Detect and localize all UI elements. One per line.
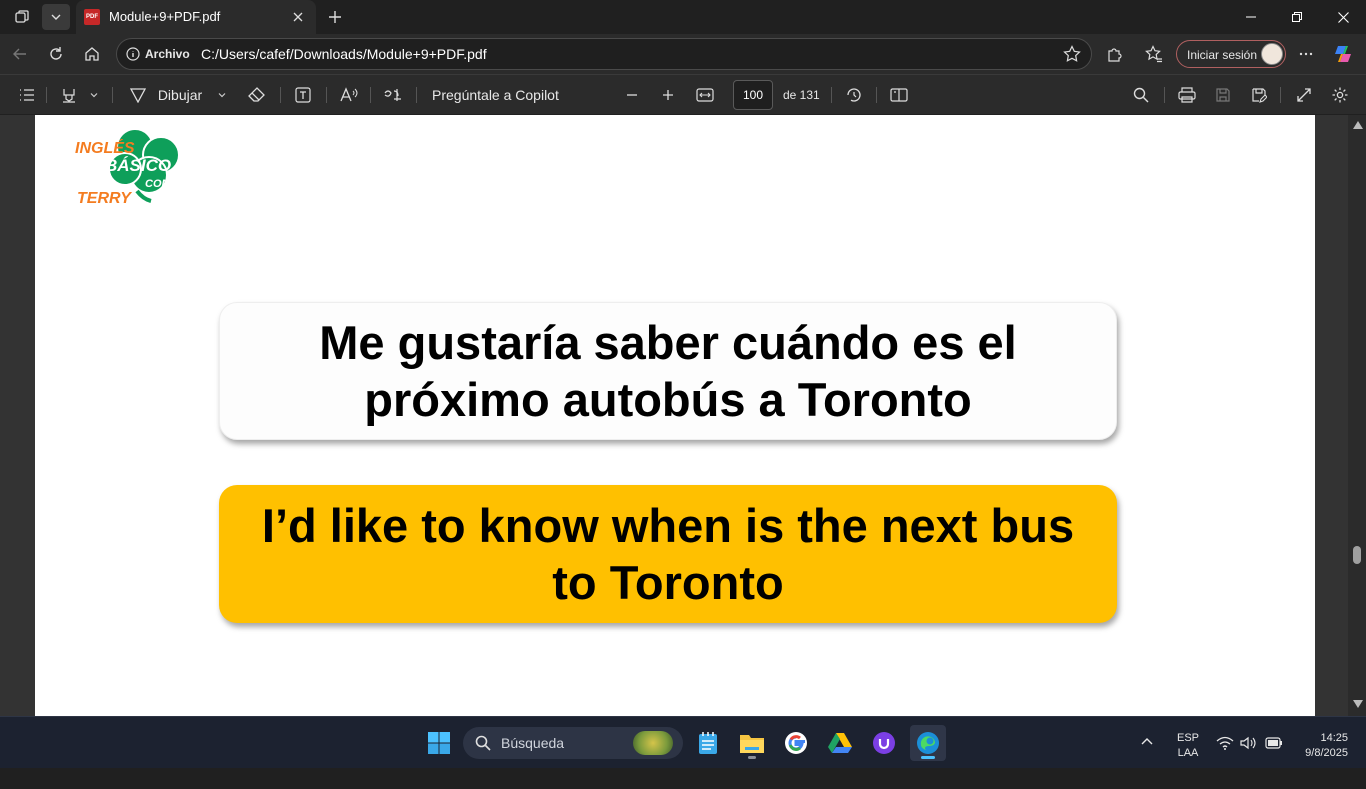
workspaces-icon [14,9,30,25]
more-icon [1298,46,1314,62]
taskbar-google-drive[interactable] [822,725,858,761]
divider [370,87,371,103]
english-phrase-card: I’d like to know when is the next bus to Toronto [219,485,1117,623]
taskbar-notepad[interactable] [690,725,726,761]
chevron-down-icon [89,90,99,100]
plus-icon [328,10,342,24]
home-button[interactable] [78,40,106,68]
search-highlight-image [633,731,673,755]
copilot-icon [1332,43,1354,65]
page-view-icon [890,87,908,103]
favorites-button[interactable] [1140,40,1168,68]
google-icon [784,731,808,755]
zoom-out-button[interactable] [622,84,642,106]
chevron-down-icon [50,11,62,23]
highlighter-icon [61,87,77,103]
highlight-button[interactable] [58,84,80,106]
windows-logo-icon [427,731,451,755]
volume-status[interactable] [1240,736,1256,788]
translate-button[interactable] [382,84,404,106]
print-button[interactable] [1176,84,1198,106]
scrollbar-thumb[interactable] [1353,546,1361,564]
gear-icon [1331,86,1349,104]
eraser-icon [248,87,266,103]
zoom-in-button[interactable] [658,84,678,106]
refresh-button[interactable] [42,40,70,68]
ask-copilot-button[interactable]: Pregúntale a Copilot [432,87,559,103]
divider [876,87,877,103]
rotate-button[interactable] [843,84,865,106]
language-indicator[interactable] [1176,731,1200,783]
minimize-icon [1246,12,1256,22]
back-button[interactable] [6,40,34,68]
wifi-icon [1216,736,1234,750]
arrow-left-icon [12,46,28,62]
notepad-icon [697,731,719,755]
tab-close-button[interactable] [288,7,308,27]
divider [326,87,327,103]
fit-width-icon [696,88,714,102]
workspaces-button[interactable] [8,4,36,30]
clock-time: 14:25 [1320,732,1348,744]
clock-date: 9/8/2025 [1305,747,1348,759]
spanish-phrase-card: Me gustaría saber cuándo es el próximo autobús a Toronto [219,302,1117,440]
page-total: de 131 [783,88,820,102]
add-text-button[interactable] [292,84,314,106]
tab-active[interactable] [76,0,316,34]
printer-icon [1178,87,1196,103]
keyboard-layout: LAA [1177,747,1199,759]
find-button[interactable] [1130,84,1152,106]
active-indicator [921,756,935,759]
taskbar-app-u[interactable] [866,725,902,761]
vertical-scrollbar[interactable] [1348,115,1366,716]
read-aloud-button[interactable] [338,84,360,106]
refresh-icon [48,46,64,62]
language-code: ESP [1176,732,1199,744]
address-origin: Archivo [145,47,190,61]
save-icon [1215,87,1231,103]
pdf-page [35,115,1315,716]
page-view-button[interactable] [888,84,910,106]
folder-icon [739,732,765,754]
puzzle-icon [1106,45,1124,63]
divider [46,87,47,103]
pdf-viewer[interactable] [0,115,1366,716]
extensions-button[interactable] [1101,40,1129,68]
chevron-down-icon [217,90,227,100]
google-drive-icon [828,732,852,754]
text-box-icon [295,87,311,103]
home-icon [84,46,100,62]
draw-button[interactable]: Dibujar [157,87,203,103]
divider [1164,87,1165,103]
divider [1280,87,1281,103]
logo-line2: BÁSICO [105,156,172,175]
address-bar[interactable] [116,38,1092,70]
windows-taskbar [0,716,1366,768]
rotate-icon [845,86,863,104]
signin-label: Iniciar sesión [1187,48,1258,62]
divider [831,87,832,103]
star-icon [1063,45,1081,63]
read-aloud-icon [340,87,358,103]
scroll-up-arrow-icon[interactable] [1353,121,1363,129]
divider [280,87,281,103]
translate-icon [383,87,403,103]
taskbar-google[interactable] [778,725,814,761]
search-icon [1133,87,1149,103]
show-hidden-icons-button[interactable] [1140,735,1154,787]
copilot-button[interactable] [1329,40,1357,68]
draw-icon [129,87,147,103]
taskbar-file-explorer[interactable] [734,725,770,761]
battery-icon [1265,737,1283,749]
search-placeholder: Búsqueda [501,735,565,751]
wifi-status[interactable] [1216,736,1234,788]
fit-width-button[interactable] [693,84,717,106]
clock[interactable] [1292,731,1348,783]
chevron-up-icon [1140,735,1154,749]
restore-button[interactable] [1274,0,1320,34]
search-icon [475,735,491,754]
close-icon [1338,12,1349,23]
new-tab-button[interactable] [322,4,348,30]
close-window-button[interactable] [1320,0,1366,34]
tab-title: Module+9+PDF.pdf [109,9,221,24]
page-number-input[interactable]: 100 [733,80,773,110]
address-bar-row [0,34,1366,74]
battery-status[interactable] [1265,737,1283,789]
contents-button[interactable] [16,84,38,106]
taskbar-edge[interactable] [910,725,946,761]
logo-line4: TERRY [77,190,131,205]
app-u-icon [872,731,896,755]
restore-icon [1292,12,1302,22]
avatar [1261,43,1283,65]
taskbar-search[interactable] [463,727,683,759]
address-url[interactable]: C:/Users/cafef/Downloads/Module+9+PDF.pdf [201,46,487,62]
speaker-icon [1240,736,1256,750]
title-bar [0,0,1366,34]
ingles-basico-con-terry-logo [75,123,190,205]
draw-icon-button[interactable] [126,84,150,106]
draw-options-button[interactable] [214,84,230,106]
save-as-icon [1251,87,1267,103]
plus-icon [662,89,674,101]
pdf-toolbar [0,74,1366,114]
scroll-down-arrow-icon[interactable] [1353,700,1363,708]
minus-icon [626,89,638,101]
highlight-options-button[interactable] [86,84,102,106]
settings-button[interactable] [1329,84,1351,106]
favorite-star-button[interactable] [1063,45,1081,68]
minimize-button[interactable] [1228,0,1274,34]
logo-line1: INGLÉS [75,140,135,157]
more-options-button[interactable] [1292,40,1320,68]
favorites-icon [1145,45,1163,63]
signin-button[interactable] [1176,40,1286,68]
list-icon [19,88,35,102]
save-button[interactable] [1212,84,1234,106]
fullscreen-button[interactable] [1293,84,1315,106]
start-button[interactable] [421,725,457,761]
tab-actions-button[interactable] [42,4,70,30]
pdf-file-icon: PDF [84,9,100,25]
expand-icon [1296,87,1312,103]
running-indicator [748,756,756,759]
save-as-button[interactable] [1248,84,1270,106]
info-icon[interactable] [126,47,140,66]
divider [416,87,417,103]
erase-button[interactable] [246,84,268,106]
edge-icon [916,731,940,755]
logo-line3: CON [145,178,170,190]
divider [112,87,113,103]
close-icon [293,12,303,22]
